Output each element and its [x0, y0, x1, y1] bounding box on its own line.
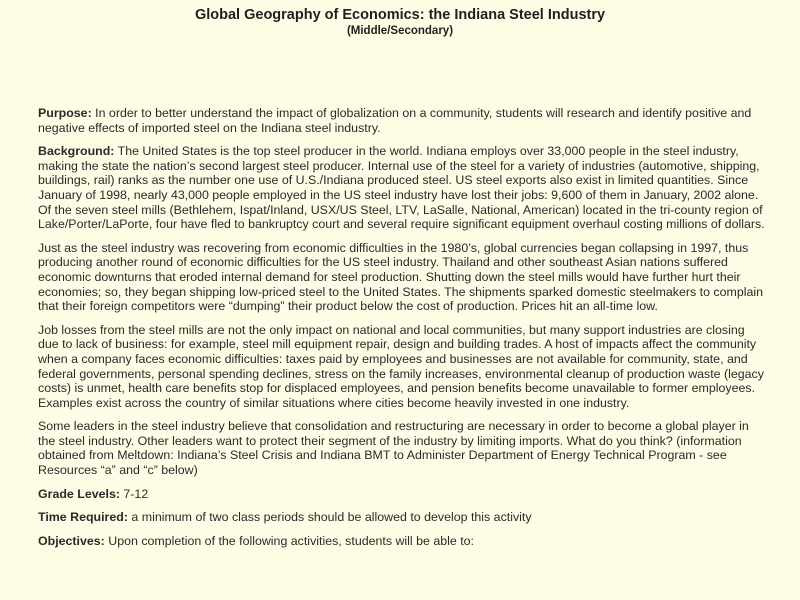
objectives-label: Objectives: [38, 533, 105, 548]
time-required-text: a minimum of two class periods should be allowed to develop this activity [127, 510, 532, 525]
background-paragraph [38, 144, 768, 232]
background-label: Background: [38, 144, 115, 159]
purpose-label: Purpose: [38, 106, 92, 120]
document-body [38, 106, 768, 557]
job-losses-paragraph: Job losses from the steel mills are not the only impact on national and local communities, but many support industries are closing due to lack of business: for example, steel mill equipment repair, design and building trades. A host of impacts affect the community when a company faces economic difficulties: taxes paid by employees and businesses are not available for community, state, and federal governments, personal spending declines, stress on the family increases, environmental cleanup of production waste (legacy costs) is unmet, health care benefits stop for displaced employees, and pension benefits become unavailable to former employees. Examples exist across the country of similar situations where cities become heavily invested in one industry. [38, 322, 764, 410]
leaders-paragraph: Some leaders in the steel industry believe that consolidation and restructuring are necessary in order to become a global player in the steel industry. Other leaders want to protect their segment of the industry by limiting imports. What do you think? (information obtained from Meltdown: Indiana’s Steel Crisis and Indiana BMT to Administer Department of Energy Technical Program - see Resources “a” and “c” below) [38, 419, 749, 478]
objectives-paragraph [38, 534, 768, 549]
document-header [0, 6, 800, 38]
background-text: The United States is the top steel producer in the world. Indiana employs over 33,000 people in the steel industry, making the state the nation’s second largest steel producer. Internal use of the steel for a variety of industries (automotive, shipping, buildings, rail) ranks as the number one use of U.S./Indiana produced steel. US steel exports also exist in limited quantities. Since January of 1998, nearly 43,000 people employed in the US steel industry have lost their jobs: 9,600 of them in January, 2002 alone. Of the seven steel mills (Bethlehem, Ispat/Inland, USX/US Steel, LTV, LaSalle, National, American) located in the tri-county region of Lake/Porter/LaPorte, four have fled to bankruptcy court and several require significant equipment overhaul costing millions of dollars. [38, 144, 765, 232]
page-title: Global Geography of Economics: the Indiana Steel Industry [194, 7, 606, 23]
time-required-paragraph [38, 510, 768, 525]
purpose-paragraph [38, 106, 768, 135]
currencies-paragraph: Just as the steel industry was recovering from economic difficulties in the 1980’s, global currencies began collapsing in 1997, thus producing another round of economic difficulties for the US steel industry. Thailand and other southeast Asian nations suffered economic downturns that eroded internal demand for steel production. Shutting down the steel mills would have further hurt their economies; so, they began shipping low-priced steel to the United States. The shipments sparked domestic steelmakers to complain that their foreign competitors were “dumping” their product below the cost of production. Prices hit an all-time low. [38, 240, 764, 314]
grade-levels-label: Grade Levels: [38, 486, 120, 501]
page-subtitle: (Middle/Secondary) [346, 25, 454, 37]
grade-levels-value: 7-12 [119, 486, 149, 501]
purpose-text: In order to better understand the impact of globalization on a community, students will research and identify positive and negative effects of imported steel on the Indiana steel industry. [38, 106, 752, 135]
grade-levels-paragraph [38, 487, 768, 502]
objectives-text: Upon completion of the following activities, students will be able to: [104, 533, 474, 548]
time-required-label: Time Required: [38, 510, 128, 525]
